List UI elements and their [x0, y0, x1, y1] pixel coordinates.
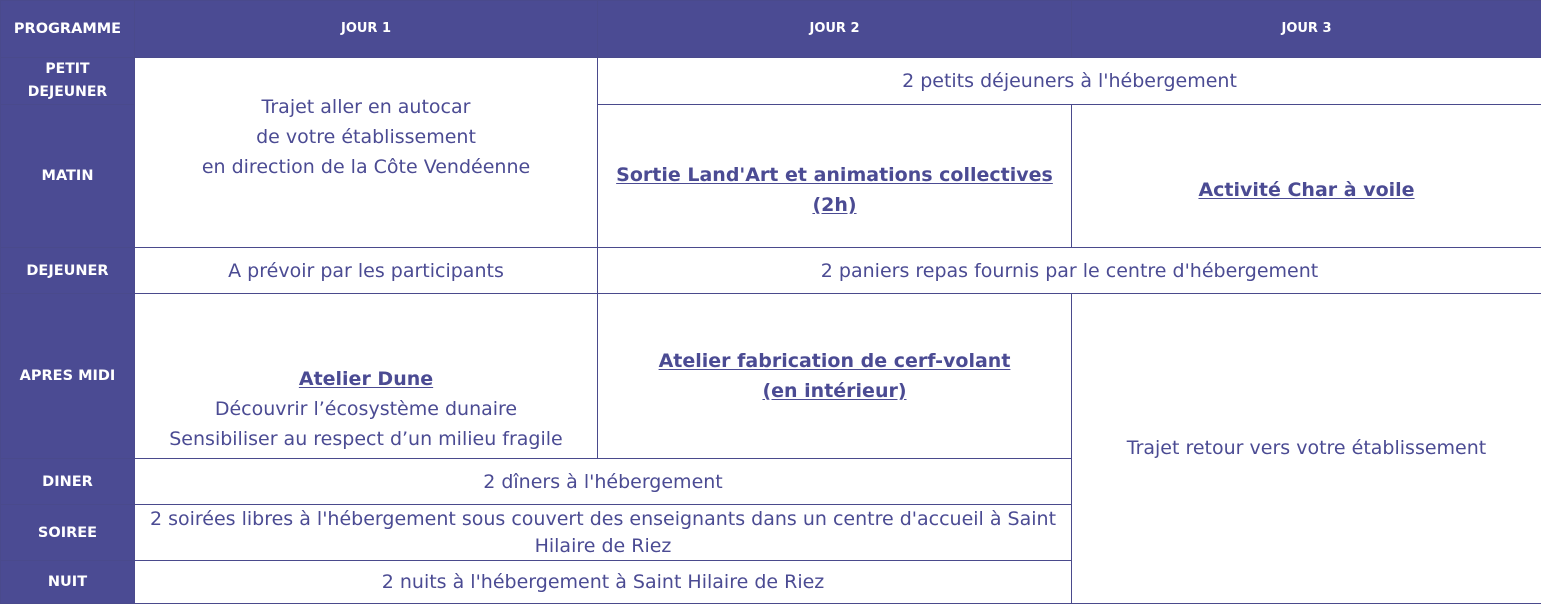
- cell-soirees: 2 soirées libres à l'hébergement sous couvert des enseignants dans un centre d'accueil à Saint Hilaire de Riez: [135, 505, 1072, 561]
- cell-jour1-dejeuner: A prévoir par les participants: [135, 248, 598, 294]
- header-programme: PROGRAMME: [1, 1, 135, 58]
- sortie-land-art-link[interactable]: Sortie Land'Art et animations collectives (2h): [616, 164, 1053, 216]
- atelier-dune-link[interactable]: Atelier Dune: [139, 364, 593, 394]
- row-dejeuner: [1, 248, 1541, 294]
- row-label-soiree: SOIREE: [1, 505, 135, 561]
- header-jour-1: JOUR 1: [135, 1, 598, 58]
- atelier-cerf-volant-link[interactable]: Atelier fabrication de cerf-volant (en intérieur): [659, 350, 1011, 402]
- row-label-nuit: NUIT: [1, 561, 135, 604]
- trajet-aller-line-2: de votre établissement: [139, 122, 593, 152]
- cell-petits-dejeuners: 2 petits déjeuners à l'hébergement: [598, 58, 1541, 105]
- cell-atelier-cerf-volant: [598, 294, 1072, 459]
- row-label-petit-dejeuner: PETIT DEJEUNER: [1, 58, 135, 105]
- row-label-dejeuner: DEJEUNER: [1, 248, 135, 294]
- char-a-voile-link[interactable]: Activité Char à voile: [1198, 179, 1414, 201]
- header-jour-3: JOUR 3: [1072, 1, 1541, 58]
- cell-jour3-matin: [1072, 105, 1541, 248]
- cell-diners: 2 dîners à l'hébergement: [135, 459, 1072, 505]
- trajet-aller-line-1: Trajet aller en autocar: [139, 92, 593, 122]
- cell-trajet-retour: Trajet retour vers votre établissement: [1072, 294, 1541, 604]
- trajet-aller-line-3: en direction de la Côte Vendéenne: [139, 152, 593, 182]
- header-jour-2: JOUR 2: [598, 1, 1072, 58]
- header-row: [1, 1, 1541, 58]
- atelier-dune-line-1: Découvrir l’écosystème dunaire: [139, 394, 593, 424]
- cell-trajet-aller: [135, 58, 598, 248]
- cell-jour2-matin: [598, 105, 1072, 248]
- row-label-matin: MATIN: [1, 105, 135, 248]
- row-petit-dejeuner: [1, 58, 1541, 105]
- cell-paniers-repas: 2 paniers repas fournis par le centre d'hébergement: [598, 248, 1541, 294]
- atelier-dune-line-2: Sensibiliser au respect d’un milieu fragile: [139, 424, 593, 454]
- cell-atelier-dune: [135, 294, 598, 459]
- row-apres-midi: [1, 294, 1541, 459]
- cell-nuits: 2 nuits à l'hébergement à Saint Hilaire de Riez: [135, 561, 1072, 604]
- row-label-apres-midi: APRES MIDI: [1, 294, 135, 459]
- row-label-diner: DINER: [1, 459, 135, 505]
